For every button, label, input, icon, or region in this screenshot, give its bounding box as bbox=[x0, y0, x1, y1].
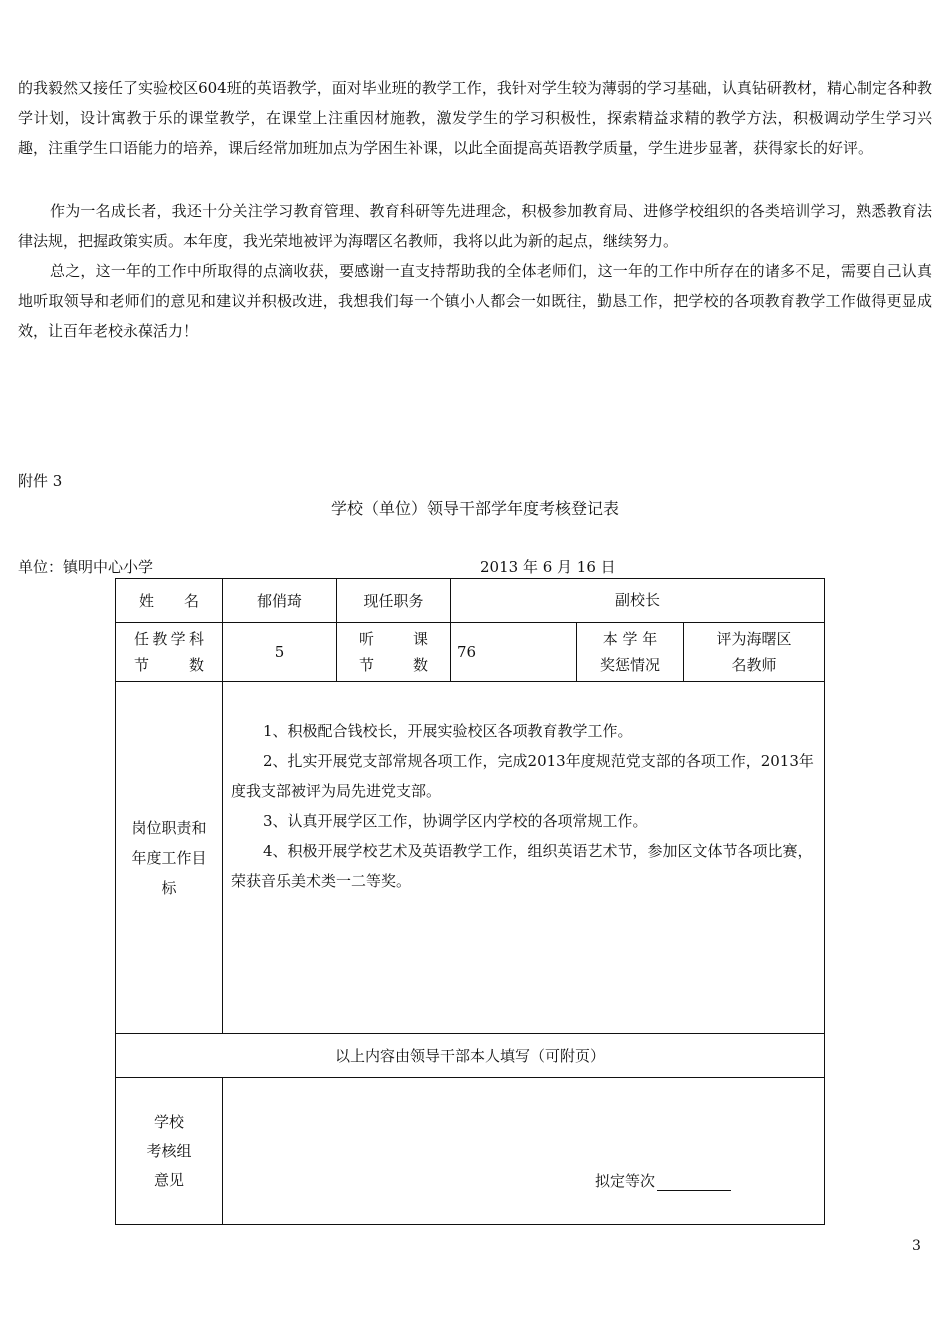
position-label: 现任职务 bbox=[363, 592, 424, 610]
award-label-1: 本 学 年 bbox=[602, 630, 658, 648]
review-label-cell bbox=[116, 1078, 223, 1225]
assessment-form-table bbox=[115, 578, 825, 1225]
subject-label-1: 任教学科 bbox=[134, 630, 204, 648]
award-value-1: 评为海曙区 bbox=[716, 630, 792, 648]
subject-label-cell bbox=[116, 623, 223, 682]
review-label-1: 学校 bbox=[153, 1112, 184, 1131]
listen-value: 76 bbox=[457, 643, 477, 661]
date-line: 2013 年 6 月 16 日 bbox=[480, 558, 616, 576]
name-label-cell bbox=[116, 579, 223, 623]
name-label: 姓 名 bbox=[138, 592, 199, 610]
position-value: 副校长 bbox=[615, 591, 661, 609]
duties-label-1: 岗位职责和 bbox=[131, 818, 207, 837]
review-label-2: 考核组 bbox=[146, 1141, 192, 1160]
position-value-cell bbox=[451, 579, 825, 623]
form-row-note bbox=[116, 1034, 825, 1078]
award-label-cell bbox=[577, 623, 684, 682]
position-label-cell bbox=[337, 579, 451, 623]
review-label-3: 意见 bbox=[153, 1170, 184, 1189]
duty-item-2: 2、扎实开展党支部常规各项工作，完成2013年度规范党支部的各项工作，2013年度我支部被评为局先进党支部。 bbox=[231, 752, 814, 800]
duties-label-3: 标 bbox=[161, 878, 177, 897]
subject-value: 5 bbox=[274, 643, 285, 661]
body-paragraph-3: 总之，这一年的工作中所取得的点滴收获，要感谢一直支持帮助我的全体老师们，这一年的工作中所存在的诸多不足，需要自己认真地听取领导和老师们的意见和建议并积极改进，我想我们每一个镇小人都会一如既往，勤恳工作，把学校的各项教育教学工作做得更显成效，让百年老校永葆活力！ bbox=[18, 262, 932, 340]
duties-label-cell bbox=[116, 682, 223, 1034]
form-row-name bbox=[116, 579, 825, 623]
duties-content-cell bbox=[223, 682, 825, 1034]
listen-label-1: 听 课 bbox=[359, 630, 428, 648]
body-paragraph-1: 的我毅然又接任了实验校区604班的英语教学，面对毕业班的教学工作，我针对学生较为薄弱的学习基础，认真钻研教材，精心制定各种教学计划，设计寓教于乐的课堂教学，在课堂上注重因材施教，激发学生的学习积极性，探索精益求精的教学方法，积极调动学生学习兴趣，注重学生口语能力的培养，课后经常加班加点为学困生补课，以此全面提高英语教学质量，学生进步显著，获得家长的好评。 bbox=[18, 79, 932, 157]
duty-item-3: 3、认真开展学区工作，协调学区内学校的各项常规工作。 bbox=[263, 812, 648, 830]
form-title: 学校（单位）领导干部学年度考核登记表 bbox=[330, 499, 619, 518]
award-value-2: 名教师 bbox=[731, 656, 777, 674]
subject-value-cell bbox=[223, 623, 337, 682]
review-content-cell[interactable] bbox=[223, 1078, 825, 1225]
form-row-duties bbox=[116, 682, 825, 1034]
self-fill-note: 以上内容由领导干部本人填写（可附页） bbox=[335, 1047, 606, 1065]
duties-label-2: 年度工作目 bbox=[131, 848, 207, 867]
body-paragraph-2: 作为一名成长者，我还十分关注学习教育管理、教育科研等先进理念，积极参加教育局、进修学校组织的各类培训学习，熟悉教育法律法规，把握政策实质。本年度，我光荣地被评为海曙区名教师，我将以此为新的起点，继续努力。 bbox=[18, 202, 932, 250]
duty-item-4: 4、积极开展学校艺术及英语教学工作，组织英语艺术节，参加区文体节各项比赛，荣获音乐美术类一二等奖。 bbox=[231, 842, 813, 890]
attachment-label: 附件 3 bbox=[18, 472, 63, 490]
review-area bbox=[223, 1078, 824, 1224]
award-value-cell bbox=[684, 623, 825, 682]
listen-value-cell bbox=[451, 623, 577, 682]
name-value-cell bbox=[223, 579, 337, 623]
rating-blank[interactable] bbox=[657, 1172, 731, 1191]
form-row-counts bbox=[116, 623, 825, 682]
listen-label-2: 节 数 bbox=[359, 656, 428, 674]
unit-line: 单位：镇明中心小学 bbox=[18, 558, 154, 576]
rating-label: 拟定等次 bbox=[595, 1172, 656, 1190]
listen-label-cell bbox=[337, 623, 451, 682]
self-fill-note-cell bbox=[116, 1034, 825, 1078]
award-label-2: 奖惩情况 bbox=[599, 656, 660, 674]
form-row-review bbox=[116, 1078, 825, 1225]
page-number: 3 bbox=[912, 1238, 921, 1254]
subject-label-2: 节 数 bbox=[134, 656, 204, 674]
duty-item-1: 1、积极配合钱校长，开展实验校区各项教育教学工作。 bbox=[263, 722, 633, 740]
name-value: 郁俏琦 bbox=[256, 592, 302, 610]
rating-field[interactable] bbox=[595, 1170, 731, 1191]
